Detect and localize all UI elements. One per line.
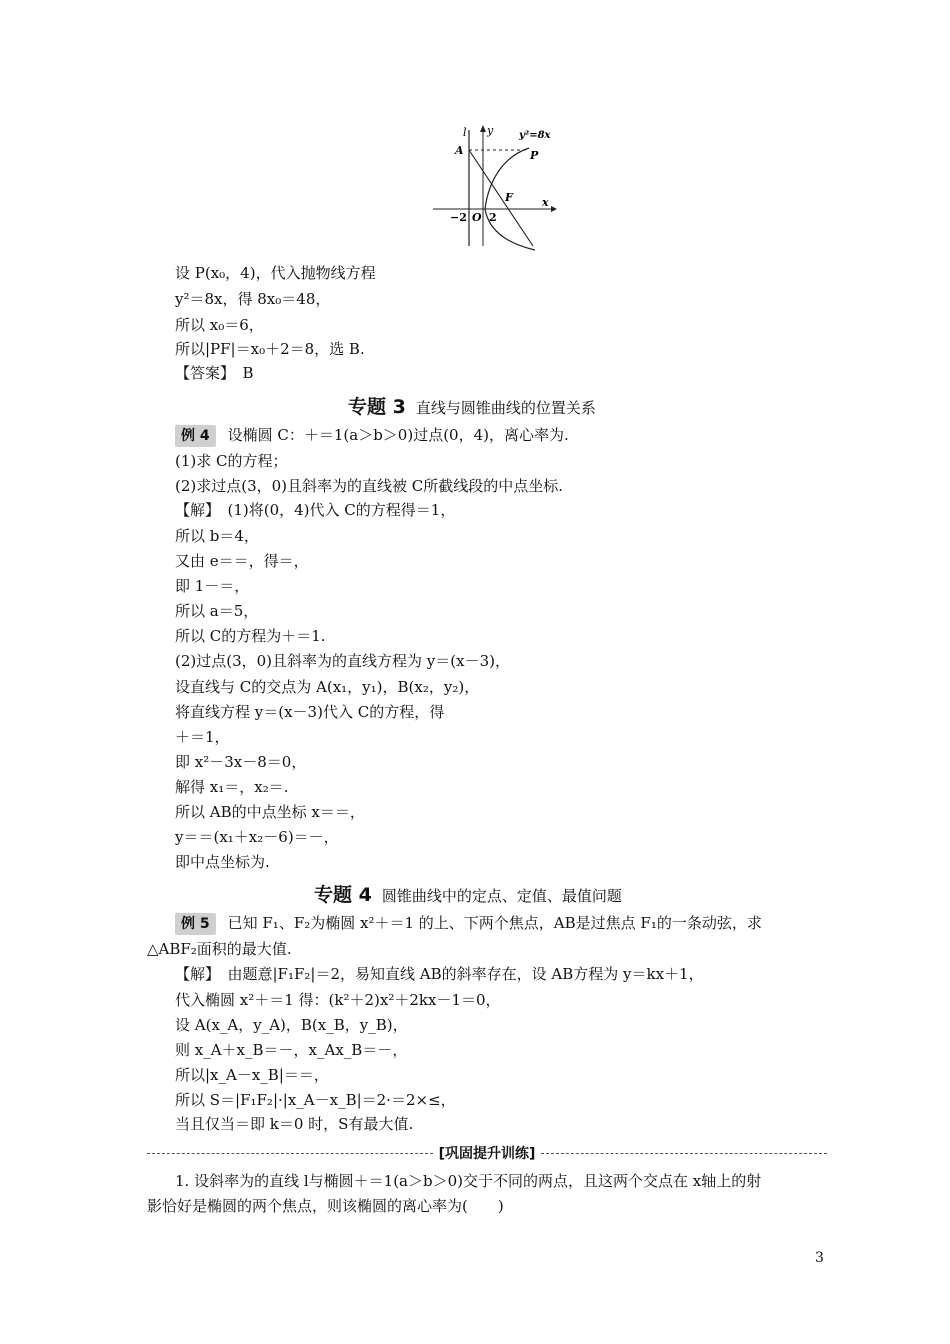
topic-3-heading <box>348 392 596 419</box>
solution-line: 将直线方程 y＝(x－3)代入 C的方程，得 <box>175 703 445 721</box>
text-line: 所以|PF|＝x₀＋2＝8，选 B. <box>175 340 365 358</box>
text-line: 所以 x₀＝6， <box>175 316 264 334</box>
label-A: A <box>455 144 464 157</box>
example-4-q2: (2)求过点(3，0)且斜率为的直线被 C所截线段的中点坐标. <box>175 477 564 495</box>
solution-line: 所以 b＝4， <box>175 527 259 545</box>
label-P: P <box>530 149 539 162</box>
example-5-stem-cont: △ABF₂面积的最大值. <box>147 940 292 958</box>
solution-line: 即 1－＝， <box>175 577 250 595</box>
training-label: [巩固提升训练] <box>438 1146 536 1162</box>
example-5-stem <box>175 912 762 935</box>
solution-line: 所以 a＝5， <box>175 602 259 620</box>
label-x: x <box>542 196 549 209</box>
label-neg2: −2 <box>450 211 467 224</box>
training-divider <box>147 1142 827 1164</box>
solution-line: 所以 S＝|F₁F₂|·|x_A－x_B|＝2·＝2×≤， <box>175 1091 456 1109</box>
solution-line: 解得 x₁＝，x₂＝. <box>175 778 289 796</box>
solution-line: 所以 C的方程为＋＝1. <box>175 627 326 645</box>
topic-3-title: 专题 3 <box>348 396 406 418</box>
text-line: 设 P(x₀，4)，代入抛物线方程 <box>175 264 376 282</box>
example-4-text: 设椭圆 C：＋＝1(a＞b＞0)过点(0，4)，离心率为. <box>227 426 569 444</box>
solution-line: 又由 e＝＝，得＝， <box>175 552 309 570</box>
solution-line: 所以 AB的中点坐标 x＝＝， <box>175 803 365 821</box>
example-5-tag: 例 5 <box>175 913 216 935</box>
solution-line: 【解】 由题意|F₁F₂|＝2，易知直线 AB的斜率存在，设 AB方程为 y＝kx＋1， <box>175 965 704 983</box>
label-F: F <box>505 191 513 204</box>
example-4-q1: (1)求 C的方程； <box>175 452 288 470</box>
topic-4-title: 专题 4 <box>314 884 372 906</box>
solution-line: 代入椭圆 x²＋＝1 得：(k²＋2)x²＋2kx－1＝0， <box>175 991 501 1009</box>
topic-4-subtitle: 圆锥曲线中的定点、定值、最值问题 <box>381 887 622 905</box>
page-number: 3 <box>815 1250 824 1266</box>
solution-line: 设 A(x_A，y_A)，B(x_B，y_B)， <box>175 1016 408 1034</box>
example-5-text: 已知 F₁、F₂为椭圆 x²＋＝1 的上、下两个焦点，AB是过焦点 F₁的一条动弦，求 <box>227 914 762 932</box>
example-4-stem <box>175 424 569 447</box>
solution-line: 所以|x_A－x_B|＝＝， <box>175 1066 329 1084</box>
text-line: y²＝8x，得 8x₀＝48， <box>175 290 331 308</box>
parabola-figure <box>425 122 560 254</box>
solution-line: 即 x²－3x－8＝0， <box>175 753 307 771</box>
label-2: 2 <box>489 211 497 224</box>
label-y: y <box>487 124 494 137</box>
topic-3-subtitle: 直线与圆锥曲线的位置关系 <box>415 399 596 417</box>
answer-line: 【答案】 B <box>175 364 254 382</box>
solution-line: 设直线与 C的交点为 A(x₁，y₁)，B(x₂，y₂)， <box>175 678 480 696</box>
solution-line: 即中点坐标为. <box>175 853 270 871</box>
label-l: l <box>463 126 467 139</box>
solution-line: (2)过点(3，0)且斜率为的直线方程为 y＝(x－3)， <box>175 652 510 670</box>
solution-line: 则 x_A＋x_B＝－，x_Ax_B＝－， <box>175 1041 408 1059</box>
example-4-tag: 例 4 <box>175 425 216 447</box>
training-question-1-cont: 影恰好是椭圆的两个焦点，则该椭圆的离心率为( ) <box>147 1197 504 1215</box>
solution-line: y＝＝(x₁＋x₂－6)＝－， <box>175 828 339 846</box>
solution-line: 【解】 (1)将(0，4)代入 C的方程得＝1， <box>175 501 456 519</box>
topic-4-heading <box>314 880 622 907</box>
label-O: O <box>472 211 482 224</box>
divider-dash-left <box>147 1153 433 1154</box>
training-question-1: 1. 设斜率为的直线 l与椭圆＋＝1(a＞b＞0)交于不同的两点，且这两个交点在 x轴上的射 <box>175 1172 762 1190</box>
label-curve: y²=8x <box>519 130 551 141</box>
solution-line: 当且仅当＝即 k＝0 时，S有最大值. <box>175 1115 414 1133</box>
solution-line: ＋＝1， <box>175 728 230 746</box>
divider-dash-right <box>541 1153 827 1154</box>
